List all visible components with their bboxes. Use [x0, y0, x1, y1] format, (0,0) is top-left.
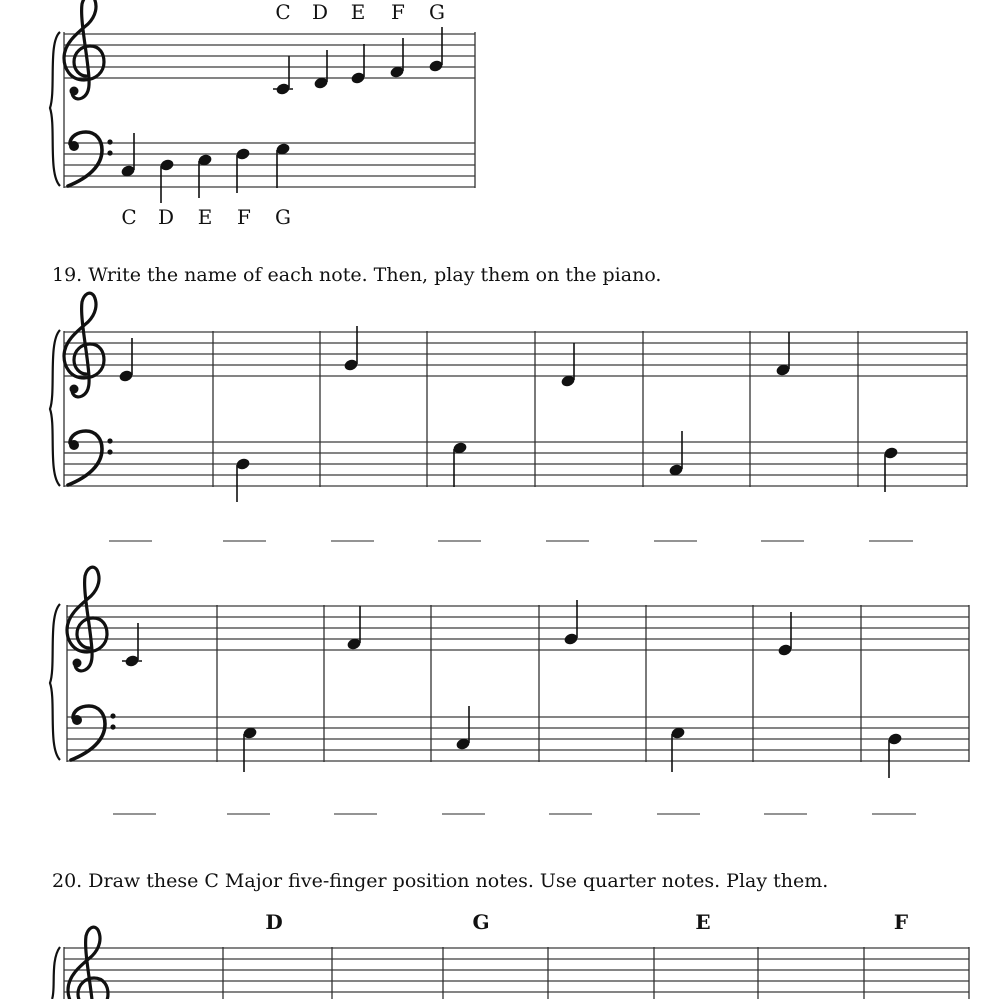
treble-label: G — [429, 0, 445, 24]
intro-treble-lines — [64, 34, 475, 78]
treble-clef-icon — [68, 927, 108, 999]
target-note-label: G — [472, 910, 490, 934]
system2-treble-lines — [67, 606, 969, 650]
exercise-19-system-2 — [50, 567, 969, 814]
treble-label: D — [311, 0, 329, 24]
intro-treble-labels — [275, 0, 445, 24]
intro-bass-lines — [64, 143, 475, 187]
treble-label: F — [391, 0, 405, 24]
treble-clef-icon — [64, 293, 104, 397]
intro-bass-labels — [121, 205, 291, 229]
exercise-20-instruction: 20. Draw these C Major five-finger position notes. Use quarter notes. Play them. — [52, 870, 829, 892]
system2-notes — [122, 600, 903, 778]
bass-clef-icon — [68, 132, 113, 186]
treble-clef-icon — [64, 0, 104, 99]
target-note-label: D — [265, 910, 283, 934]
bass-label: E — [197, 205, 213, 229]
system1-bass-lines — [64, 442, 967, 486]
treble-clef-icon — [67, 567, 107, 671]
system1-treble-lines — [64, 332, 967, 376]
bass-label: C — [121, 205, 137, 229]
intro-grand-staff — [50, 0, 475, 229]
bass-clef-icon — [71, 706, 116, 760]
target-note-label: F — [893, 910, 909, 934]
exercise-20-note-names — [265, 910, 908, 934]
treble-label: C — [275, 0, 291, 24]
treble-label: E — [350, 0, 366, 24]
exercise-20-staff[interactable] — [52, 927, 969, 999]
bass-clef-icon — [68, 431, 113, 485]
bass-label: D — [157, 205, 175, 229]
exercise-19-system-1 — [50, 293, 967, 541]
bass-label: F — [237, 205, 251, 229]
bass-label: G — [275, 205, 291, 229]
intro-brace — [50, 32, 60, 186]
intro-treble-notes — [273, 27, 444, 96]
system2-bass-lines — [67, 717, 969, 761]
exercise-19-instruction: 19. Write the name of each note. Then, play them on the piano. — [52, 264, 662, 286]
target-note-label: E — [695, 910, 711, 934]
